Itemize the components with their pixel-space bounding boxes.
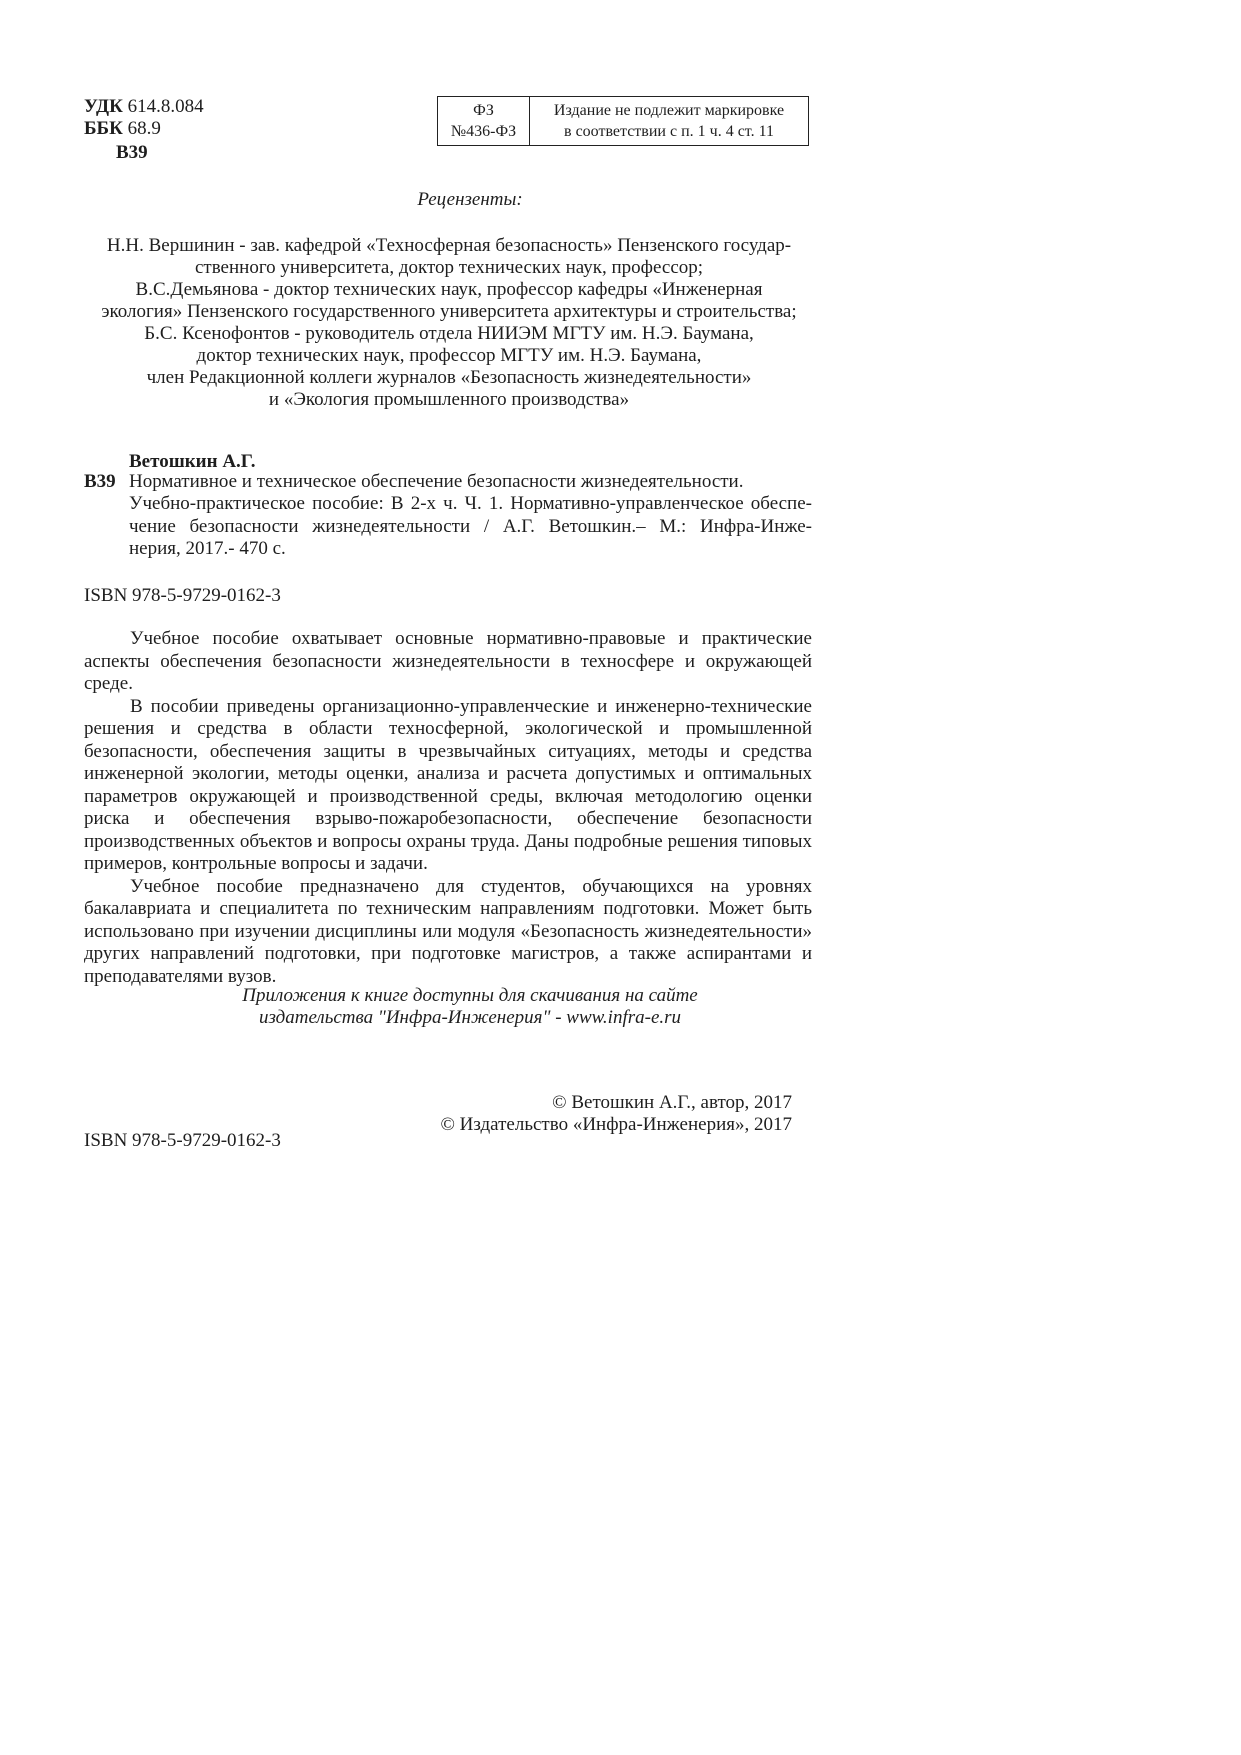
reviewer-line: ственного университета, доктор технических наук, профессор; <box>194 257 704 278</box>
udk-value: 614.8.084 <box>127 96 204 117</box>
reviewer-line: В.С.Демьянова - доктор технических наук, профессор кафедры «Инженерная <box>135 279 763 300</box>
classification-block <box>84 96 204 164</box>
udk-label: УДК <box>84 96 123 117</box>
fz-note-line2: в соответствии с п. 1 ч. 4 ст. 11 <box>564 123 774 140</box>
annotation-paragraph: Учебное пособие охватывает основные нормативно-правовые и практические аспекты обеспечения безопасности жизнедеятельности в техносфере и окружающей среде. <box>84 628 812 694</box>
reviewer-line: экология» Пензенского государственного университета архитектуры и строительства; <box>101 301 797 322</box>
fz-law-line2: №436-ФЗ <box>450 123 517 140</box>
reviewer-line: и «Экология промышленного производства» <box>268 389 630 410</box>
reviewers-title: Рецензенты: <box>417 189 523 210</box>
fz-marking-box <box>437 96 809 146</box>
appendix-line: Приложения к книге доступны для скачивания на сайте <box>242 985 698 1006</box>
record-first-line <box>84 471 812 493</box>
reviewer-line: Б.С. Ксенофонтов - руководитель отдела НИИЭМ МГТУ им. Н.Э. Баумана, <box>144 323 754 344</box>
bibliographic-record <box>84 471 812 561</box>
fz-note-cell <box>530 97 808 145</box>
copyright-block <box>380 1092 792 1136</box>
fz-law-line1: ФЗ <box>473 102 494 119</box>
isbn-top: ISBN 978-5-9729-0162-3 <box>84 585 281 606</box>
reviewer-line: Н.Н. Вершинин - зав. кафедрой «Техносферная безопасность» Пензенского государ- <box>106 235 792 256</box>
record-code: В39 <box>84 471 116 492</box>
annotation-paragraph: Учебное пособие предназначено для студентов, обучающихся на уровнях бакалавриата и специалитета по техническим направлениям подготовки. Может быть использовано при изучении дисциплины или модуля «Безопасность жизнедеятельности» других направлений подготовки, при подготовке магистров, а также аспирантами и преподавателями вузов. <box>84 875 812 987</box>
record-line: нерия, 2017.- 470 с. <box>129 538 286 559</box>
record-title-line: Нормативное и техническое обеспечение безопасности жизнедеятельности. <box>129 471 744 492</box>
appendix-note <box>0 985 940 1029</box>
copyright-publisher: © Издательство «Инфра-Инженерия», 2017 <box>440 1114 792 1135</box>
reviewer-line: доктор технических наук, профессор МГТУ им. Н.Э. Баумана, <box>196 345 702 366</box>
bbk-row <box>84 118 204 140</box>
fz-note-line1: Издание не подлежит маркировке <box>553 102 785 119</box>
reviewers-list <box>84 235 814 411</box>
record-line: чение безопасности жизнедеятельности / А.Г. Ветошкин.– М.: Инфра-Инже- <box>129 515 812 537</box>
author-code: В39 <box>116 142 148 163</box>
reviewer-line: член Редакционной коллеги журналов «Безопасность жизнедеятельности» <box>146 367 752 388</box>
bbk-value: 68.9 <box>127 118 161 139</box>
copyright-author: © Ветошкин А.Г., автор, 2017 <box>552 1092 792 1113</box>
fz-law-cell <box>438 97 530 145</box>
isbn-bottom: ISBN 978-5-9729-0162-3 <box>84 1130 281 1151</box>
bbk-label: ББК <box>84 118 123 139</box>
annotation-paragraph: В пособии приведены организационно-управленческие и инженерно-технические решения и средства в области техносферной, экологической и промышленной безопасности, обеспечения защиты в чрезвычайных ситуациях, методы и средства инженерной экологии, методы оценки, анализа и расчета допустимых и оптимальных параметров окружающей и производственной среды, включая методологию оценки риска и обеспечения взрыво-пожаробезопасности, обеспечение безопасности производственных объектов и вопросы охраны труда. Даны подробные решения типовых примеров, контрольные вопросы и задачи. <box>84 695 812 874</box>
record-author: Ветошкин А.Г. <box>129 451 256 472</box>
appendix-line: издательства "Инфра-Инженерия" - www.infra-e.ru <box>258 1007 682 1028</box>
annotation <box>84 628 812 988</box>
udk-row <box>84 96 204 118</box>
record-line: Учебно-практическое пособие: В 2-х ч. Ч. 1. Нормативно-управленческое обеспе- <box>129 493 812 514</box>
